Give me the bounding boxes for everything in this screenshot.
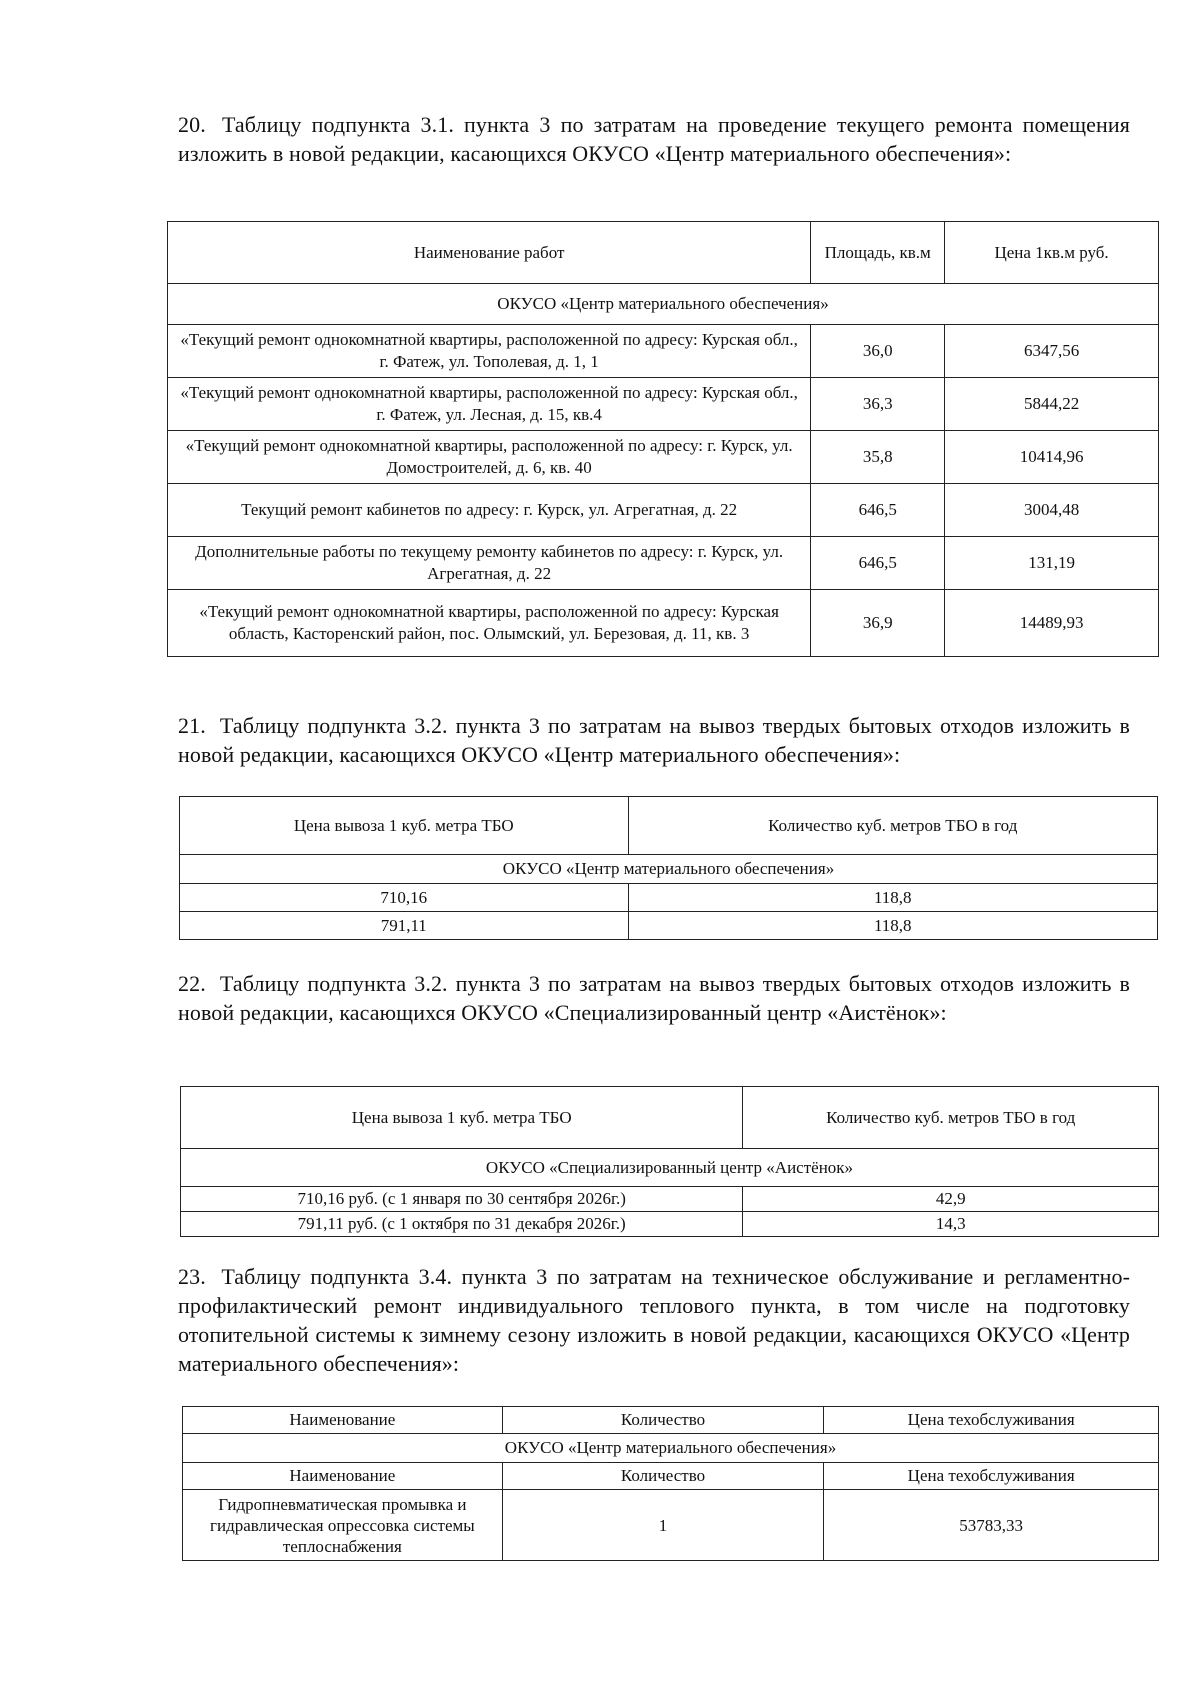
price-cell: 791,11 [180, 912, 629, 940]
price-cell: 710,16 [180, 884, 629, 912]
work-name-cell: «Текущий ремонт однокомнатной квартиры, расположенной по адресу: Курская обл., г. Фатеж, ул. Тополевая, д. 1, 1 [168, 325, 811, 378]
paragraph-text: Таблицу подпункта 3.2. пункта 3 по затратам на вывоз твердых бытовых отходов изложить в новой редакции, касающихся ОКУСО «Центр материального обеспечения»: [178, 713, 1130, 767]
header-cell: Количество куб. метров ТБО в год [628, 797, 1157, 855]
price-cell: 53783,33 [824, 1490, 1159, 1561]
table-row [183, 1490, 1159, 1561]
work-name-cell: Дополнительные работы по текущему ремонту кабинетов по адресу: г. Курск, ул. Агрегатная, д. 22 [168, 537, 811, 590]
paragraph-22 [178, 969, 1130, 1027]
group-cell: ОКУСО «Центр материального обеспечения» [183, 1434, 1159, 1463]
work-name-cell: Текущий ремонт кабинетов по адресу: г. Курск, ул. Агрегатная, д. 22 [168, 484, 811, 537]
repair-cost-table [167, 221, 1159, 657]
table-row [181, 1212, 1159, 1237]
area-cell: 646,5 [811, 537, 945, 590]
table-row [168, 537, 1159, 590]
header-cell: Цена вывоза 1 куб. метра ТБО [181, 1087, 743, 1149]
price-cell: 3004,48 [945, 484, 1159, 537]
volume-cell: 118,8 [628, 884, 1157, 912]
table-row [180, 884, 1158, 912]
table-subheader-row [183, 1463, 1159, 1490]
table-group-row [181, 1149, 1159, 1187]
table-row [168, 590, 1159, 657]
header-cell: Наименование работ [168, 222, 811, 284]
table-group-row [180, 855, 1158, 884]
service-name-cell: Гидропневматическая промывка и гидравлическая опрессовка системы теплоснабжения [183, 1490, 503, 1561]
price-cell: 131,19 [945, 537, 1159, 590]
table-group-row [168, 284, 1159, 325]
price-cell: 5844,22 [945, 378, 1159, 431]
paragraph-number: 21. [178, 713, 206, 738]
area-cell: 36,3 [811, 378, 945, 431]
area-cell: 646,5 [811, 484, 945, 537]
subheader-cell: Количество [502, 1463, 824, 1490]
volume-cell: 14,3 [743, 1212, 1159, 1237]
table-header-row [168, 222, 1159, 284]
paragraph-text: Таблицу подпункта 3.4. пункта 3 по затратам на техническое обслуживание и регламентно-профилактический ремонт индивидуального теплового пункта, в том числе на подготовку отопительной системы к зимнему сезону изложить в новой редакции, касающихся ОКУСО «Центр материального обеспечения»: [178, 1264, 1130, 1376]
table-header-row [180, 797, 1158, 855]
subheader-cell: Наименование [183, 1463, 503, 1490]
paragraph-text: Таблицу подпункта 3.2. пункта 3 по затратам на вывоз твердых бытовых отходов изложить в новой редакции, касающихся ОКУСО «Специализированный центр «Аистёнок»: [178, 971, 1130, 1025]
header-cell: Площадь, кв.м [811, 222, 945, 284]
volume-cell: 42,9 [743, 1187, 1159, 1212]
paragraph-23 [178, 1262, 1130, 1378]
work-name-cell: «Текущий ремонт однокомнатной квартиры, расположенной по адресу: Курская обл., г. Фатеж, ул. Лесная, д. 15, кв.4 [168, 378, 811, 431]
table-row [168, 431, 1159, 484]
area-cell: 35,8 [811, 431, 945, 484]
table-header-row [181, 1087, 1159, 1149]
header-cell: Количество [502, 1407, 824, 1434]
waste-removal-table-aistenok [180, 1086, 1159, 1237]
paragraph-text: Таблицу подпункта 3.1. пункта 3 по затратам на проведение текущего ремонта помещения изложить в новой редакции, касающихся ОКУСО «Центр материального обеспечения»: [178, 112, 1130, 166]
paragraph-20 [178, 110, 1130, 168]
volume-cell: 118,8 [628, 912, 1157, 940]
table-row [168, 325, 1159, 378]
table-row [181, 1187, 1159, 1212]
paragraph-number: 20. [178, 112, 206, 137]
area-cell: 36,9 [811, 590, 945, 657]
price-cell: 791,11 руб. (с 1 октября по 31 декабря 2026г.) [181, 1212, 743, 1237]
price-cell: 10414,96 [945, 431, 1159, 484]
group-cell: ОКУСО «Центр материального обеспечения» [180, 855, 1158, 884]
area-cell: 36,0 [811, 325, 945, 378]
table-row [180, 912, 1158, 940]
paragraph-21 [178, 711, 1130, 769]
heat-point-maintenance-table [182, 1406, 1159, 1561]
header-cell: Наименование [183, 1407, 503, 1434]
header-cell: Цена вывоза 1 куб. метра ТБО [180, 797, 629, 855]
price-cell: 6347,56 [945, 325, 1159, 378]
paragraph-number: 22. [178, 971, 206, 996]
header-cell: Цена 1кв.м руб. [945, 222, 1159, 284]
price-cell: 14489,93 [945, 590, 1159, 657]
group-cell: ОКУСО «Центр материального обеспечения» [168, 284, 1159, 325]
table-row [168, 378, 1159, 431]
work-name-cell: «Текущий ремонт однокомнатной квартиры, расположенной по адресу: г. Курск, ул. Домостроителей, д. 6, кв. 40 [168, 431, 811, 484]
quantity-cell: 1 [502, 1490, 824, 1561]
subheader-cell: Цена техобслуживания [824, 1463, 1159, 1490]
table-header-row [183, 1407, 1159, 1434]
table-row [168, 484, 1159, 537]
waste-removal-table [179, 796, 1158, 940]
work-name-cell: «Текущий ремонт однокомнатной квартиры, расположенной по адресу: Курская область, Касторенский район, пос. Олымский, ул. Березовая, д. 11, кв. 3 [168, 590, 811, 657]
header-cell: Цена техобслуживания [824, 1407, 1159, 1434]
paragraph-number: 23. [178, 1264, 206, 1289]
table-group-row [183, 1434, 1159, 1463]
price-cell: 710,16 руб. (с 1 января по 30 сентября 2026г.) [181, 1187, 743, 1212]
header-cell: Количество куб. метров ТБО в год [743, 1087, 1159, 1149]
group-cell: ОКУСО «Специализированный центр «Аистёнок» [181, 1149, 1159, 1187]
